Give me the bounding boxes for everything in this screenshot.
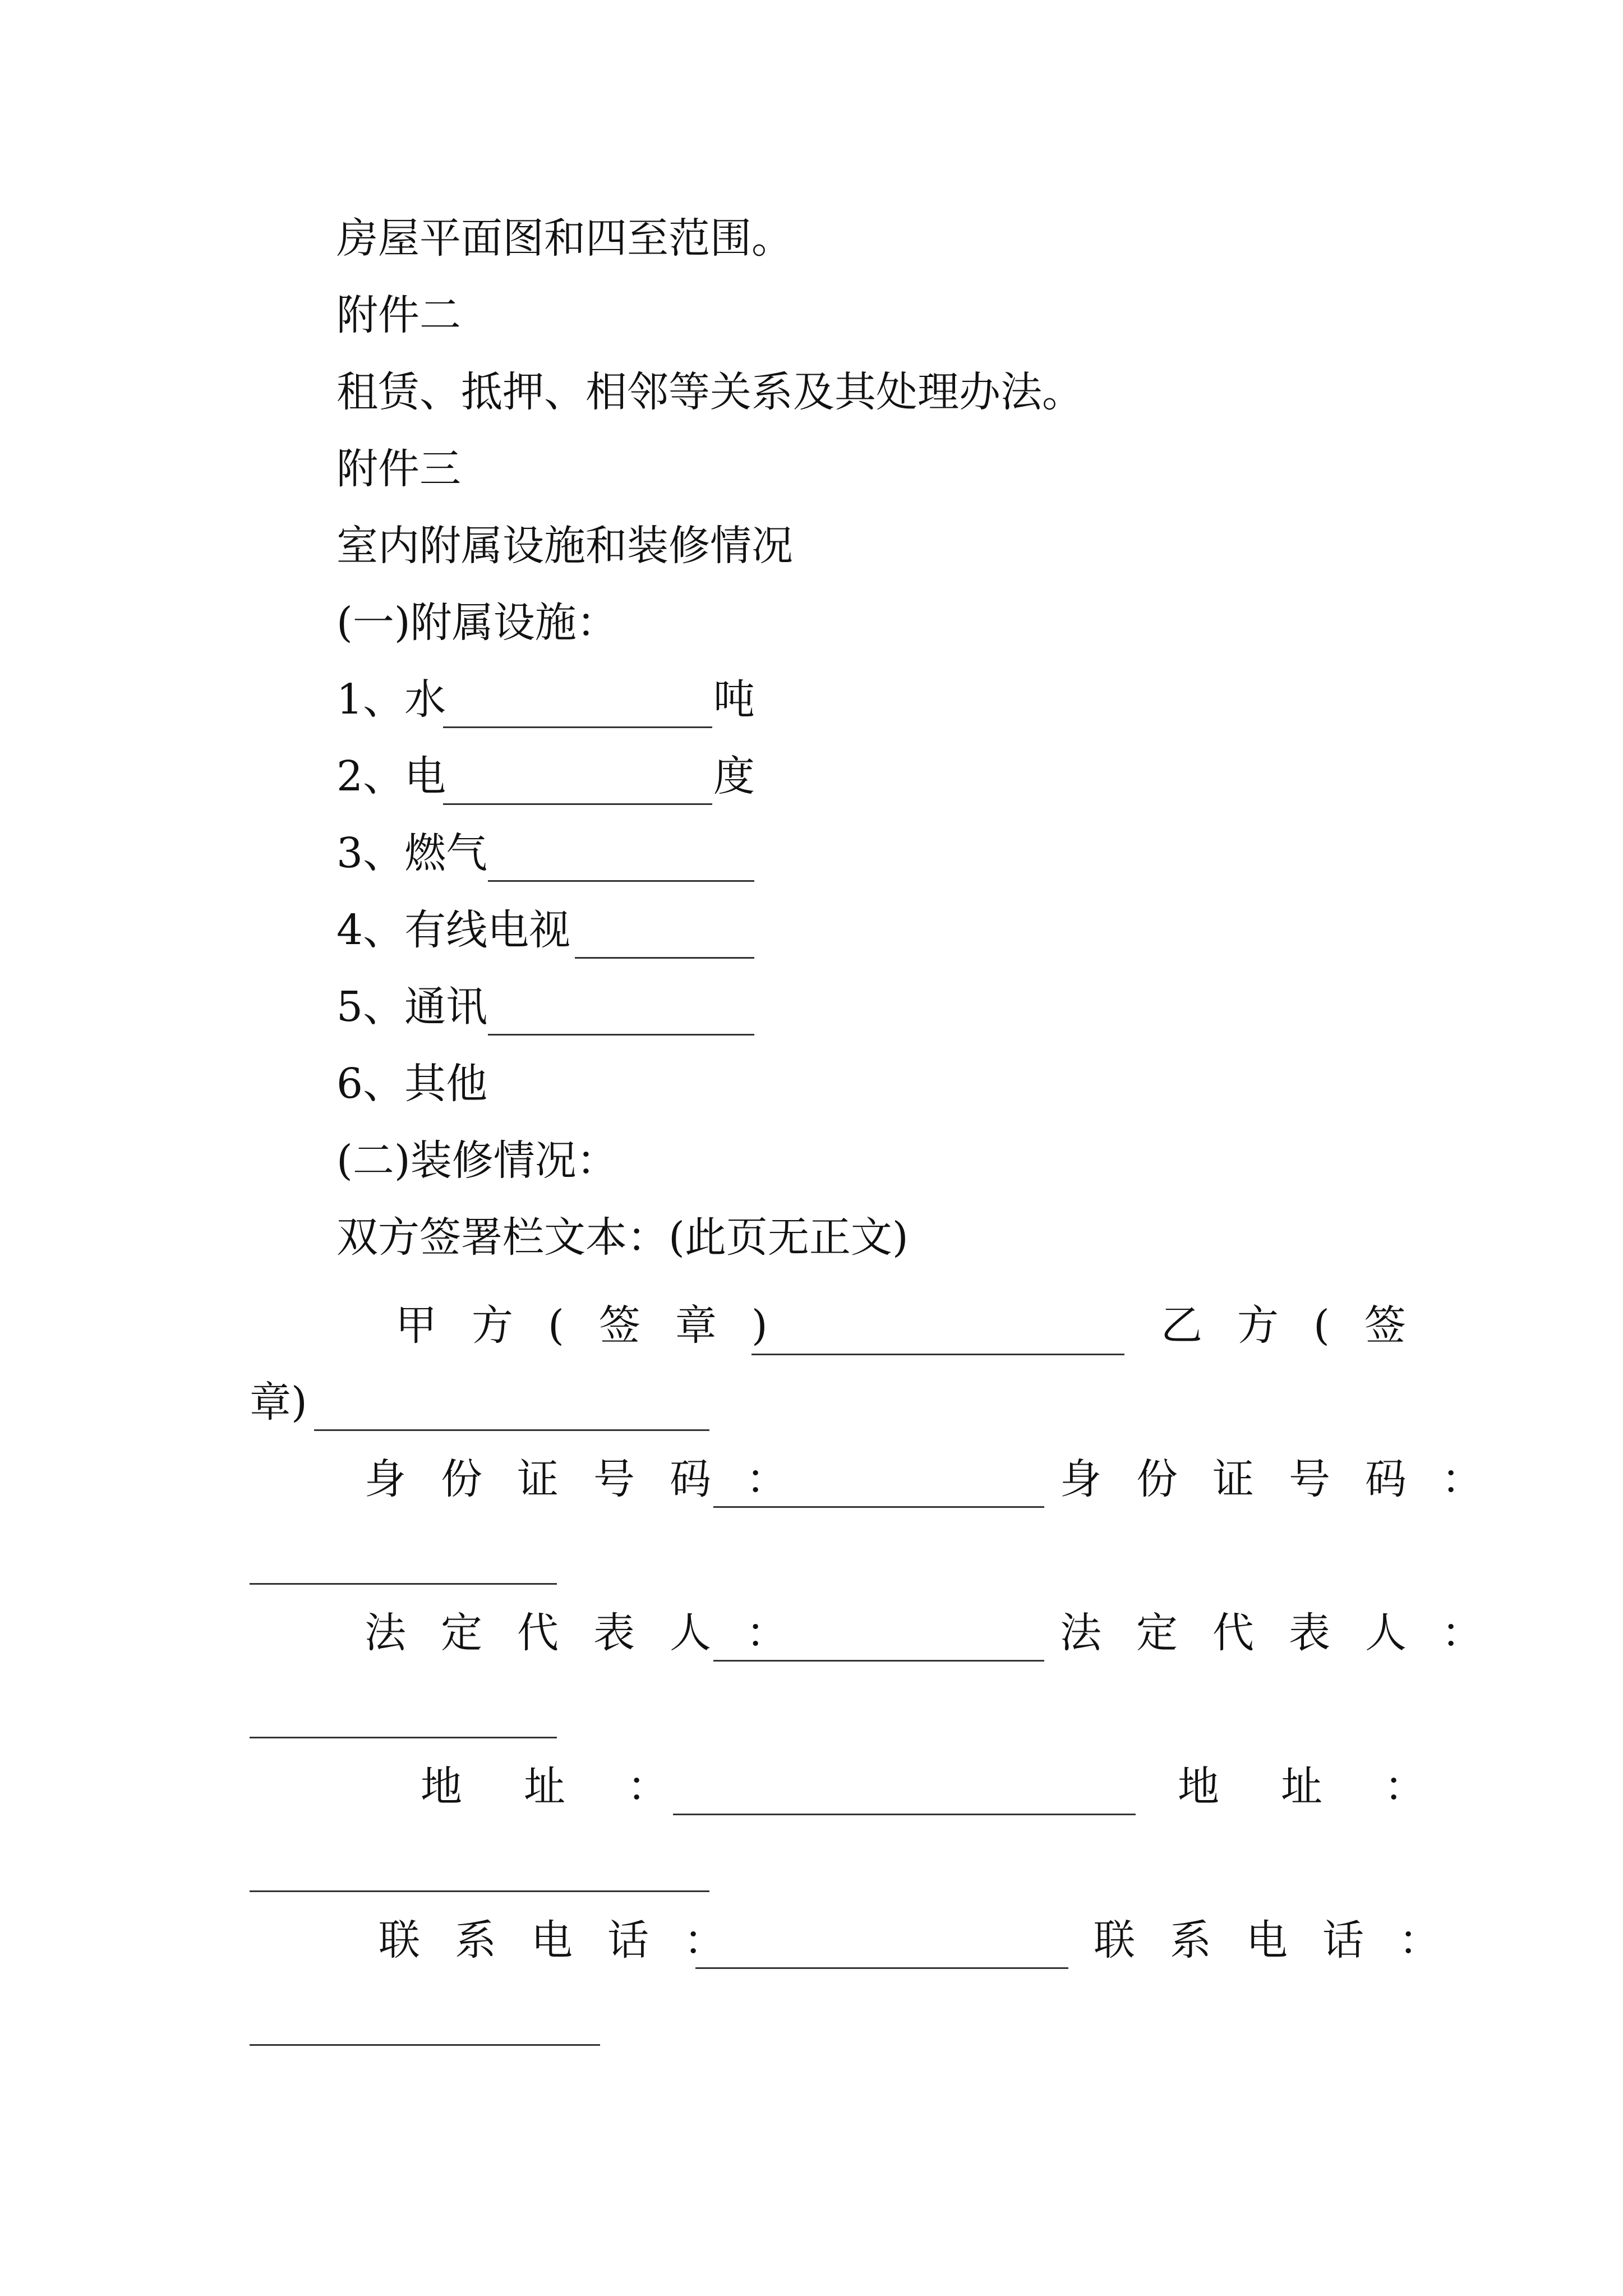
item-communications-blank — [488, 1034, 754, 1036]
item-cable-tv-label: 4、有线电视 — [336, 906, 571, 954]
item-water-label: 1、水 — [336, 675, 446, 724]
party-a-rep-label: 法定代表人： — [365, 1609, 822, 1657]
party-a-address-blank — [673, 1814, 1136, 1815]
party-b-signature-label: 乙方(签 — [1161, 1301, 1441, 1350]
party-b-signature-label-cont: 章) — [250, 1378, 307, 1427]
party-a-signature-label: 甲方(签章) — [395, 1301, 803, 1350]
party-a-id-blank — [713, 1506, 1044, 1508]
party-a-phone-label: 联系电话： — [379, 1916, 760, 1964]
item-water-blank — [443, 726, 712, 728]
party-b-phone-blank — [250, 2044, 600, 2046]
annex-2-text: 租赁、抵押、相邻等关系及其处理办法。 — [336, 368, 1083, 416]
party-b-phone-label: 联系电话： — [1094, 1916, 1475, 1964]
annex-2-title: 附件二 — [336, 291, 461, 339]
facilities-heading: (一)附属设施： — [336, 599, 618, 647]
party-a-signature-blank — [751, 1354, 1124, 1355]
party-b-id-label: 身份证号码： — [1060, 1455, 1518, 1503]
party-a-rep-blank — [713, 1660, 1044, 1662]
annex-3-title: 附件三 — [336, 445, 461, 493]
party-a-phone-blank — [695, 1967, 1068, 1969]
item-gas-blank — [488, 880, 754, 882]
item-other-label: 6、其他 — [336, 1060, 488, 1108]
party-a-address-label: 地址： — [421, 1763, 730, 1811]
item-communications-label: 5、通讯 — [336, 983, 488, 1031]
party-b-address-label: 地址： — [1178, 1763, 1487, 1811]
floor-plan-line: 房屋平面图和四至范围。 — [336, 214, 793, 263]
party-b-rep-label: 法定代表人： — [1060, 1609, 1518, 1657]
party-a-id-label: 身份证号码： — [365, 1455, 822, 1503]
item-water-unit: 吨 — [713, 675, 755, 724]
party-b-id-blank — [250, 1583, 557, 1585]
item-electricity-label: 2、电 — [336, 752, 446, 800]
item-cable-tv-blank — [575, 957, 754, 959]
annex-3-text: 室内附属设施和装修情况 — [336, 522, 793, 570]
item-gas-label: 3、燃气 — [336, 829, 488, 877]
party-b-address-blank — [250, 1890, 709, 1892]
decoration-heading: (二)装修情况： — [336, 1137, 618, 1185]
party-b-rep-blank — [250, 1737, 557, 1738]
party-b-signature-blank — [314, 1429, 709, 1431]
item-electricity-blank — [443, 803, 712, 805]
item-electricity-unit: 度 — [713, 752, 755, 800]
signature-intro: 双方签署栏文本：(此页无正文) — [336, 1213, 909, 1262]
